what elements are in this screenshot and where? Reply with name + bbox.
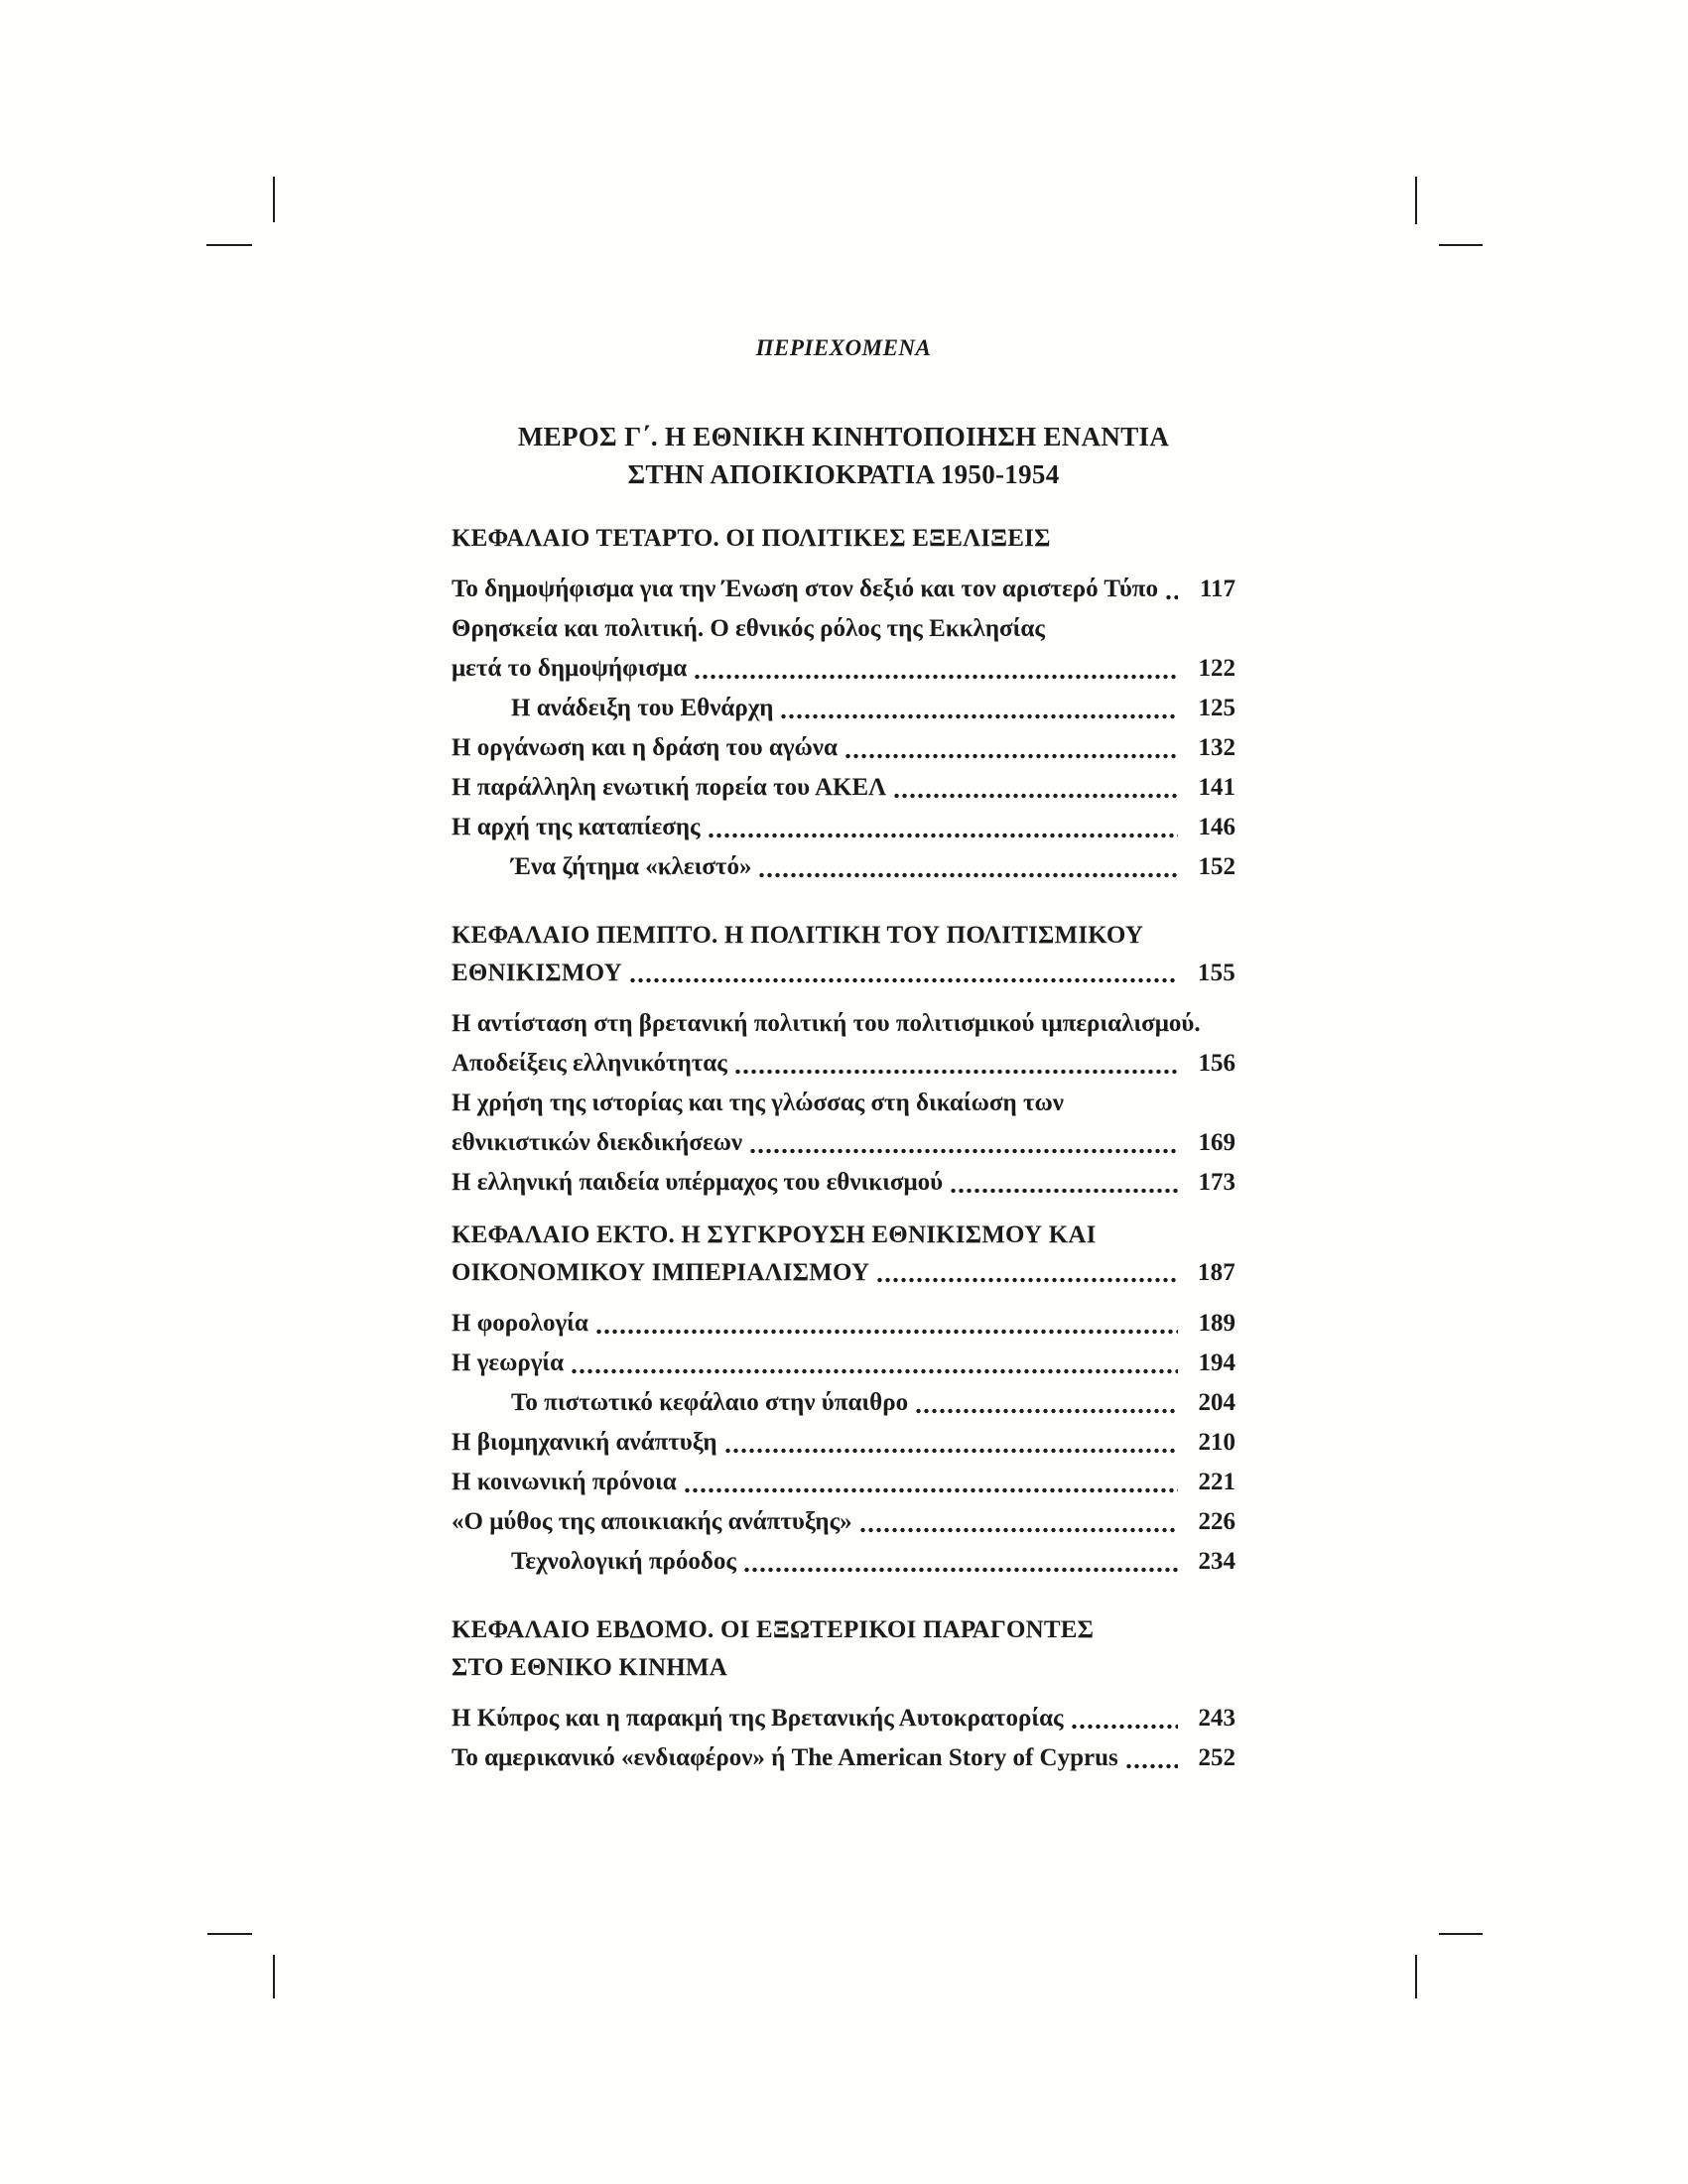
chapter-heading-page: 187: [1197, 1259, 1235, 1286]
toc-entry-page: 156: [1198, 1050, 1235, 1077]
toc-entry: [452, 570, 1235, 609]
chapter-section-five: [452, 917, 1235, 1203]
chapter-heading-line: ΚΕΦΑΛΑΙΟ ΠΕΜΠΤΟ. Η ΠΟΛΙΤΙΚΗ ΤΟΥ ΠΟΛΙΤΙΣΜΙΚΟΥ: [452, 922, 1144, 949]
part-title: [452, 418, 1235, 493]
chapter-heading: [452, 1217, 1235, 1292]
toc-entry: [452, 1463, 1235, 1502]
toc-entry-page: 243: [1198, 1705, 1235, 1732]
toc-entry-page: 204: [1198, 1389, 1235, 1416]
chapter-heading-line: ΣΤΟ ΕΘΝΙΚΟ ΚΙΝΗΜΑ: [452, 1654, 727, 1681]
entry-list: [452, 1304, 1235, 1582]
toc-subentry: [452, 1542, 1235, 1582]
chapter-heading: [452, 520, 1235, 558]
chapter-heading-entry: [452, 955, 1235, 992]
part-title-line1: ΜΕΡΟΣ Γ΄. Η ΕΘΝΙΚΗ ΚΙΝΗΤΟΠΟΙΗΣΗ ΕΝΑΝΤΙΑ: [517, 422, 1170, 451]
toc-entry-label: Η παράλληλη ενωτική πορεία του ΑΚΕΛ: [452, 774, 887, 801]
toc-entry: [452, 728, 1235, 768]
toc-entry-label: Το δημοψήφισμα για την Ένωση στον δεξιό και τον αριστερό Τύπο: [452, 576, 1158, 602]
toc-entry-label: Η οργάνωση και η δράση του αγώνα: [452, 734, 838, 761]
toc-entry: [452, 1344, 1235, 1383]
toc-entry-page: 189: [1198, 1310, 1235, 1337]
toc-entry: [452, 808, 1235, 847]
toc-entry-page: 194: [1198, 1349, 1235, 1376]
dot-leader: [735, 1044, 1180, 1084]
toc-entry: [452, 1304, 1235, 1344]
chapter-heading: [452, 1611, 1235, 1687]
toc-entry: [452, 1123, 1235, 1163]
toc-entry: [452, 1044, 1235, 1084]
toc-entry: [452, 1423, 1235, 1463]
toc-entry-label: Το αμερικανικό «ενδιαφέρον» ή The American Story of Cyprus: [452, 1744, 1118, 1771]
toc-entry-page: 146: [1198, 814, 1235, 840]
toc-entry-label: Το πιστωτικό κεφάλαιο στην ύπαιθρο: [511, 1389, 909, 1416]
toc-entry-label: Τεχνολογική πρόοδος: [511, 1548, 736, 1575]
toc-subentry: [452, 689, 1235, 728]
dot-leader: [759, 847, 1180, 887]
toc-entry-page: 173: [1198, 1169, 1235, 1196]
entry-list: [452, 570, 1235, 887]
dot-leader: [596, 1304, 1180, 1344]
dot-leader: [750, 1123, 1180, 1163]
part-title-line2: ΣΤΗΝ ΑΠΟΙΚΙΟΚΡΑΤΙΑ 1950-1954: [627, 459, 1060, 489]
toc-entry-line1: Θρησκεία και πολιτική. Ο εθνικός ρόλος της Εκκλησίας: [452, 615, 1045, 642]
dot-leader: [877, 1254, 1180, 1292]
page-title: ΠΕΡΙΕΧΟΜΕΝΑ: [755, 335, 932, 360]
chapter-heading-line: ΟΙΚΟΝΟΜΙΚΟΥ ΙΜΠΕΡΙΑΛΙΣΜΟΥ: [452, 1259, 870, 1286]
toc-entry-page: 226: [1198, 1508, 1235, 1535]
entry-list: [452, 1699, 1235, 1778]
dot-leader: [695, 649, 1180, 689]
dot-leader: [860, 1502, 1180, 1542]
toc-entry-label: Η φορολογία: [452, 1310, 588, 1337]
toc-entry: [452, 1699, 1235, 1738]
chapter-heading: [452, 917, 1235, 992]
dot-leader: [744, 1542, 1180, 1582]
toc-entry-page: 169: [1198, 1129, 1235, 1156]
toc-entry-page: 132: [1198, 734, 1235, 761]
chapter-heading-line: ΕΘΝΙΚΙΣΜΟΥ: [452, 960, 622, 986]
dot-leader: [572, 1344, 1180, 1383]
toc-entry-label: εθνικιστικών διεκδικήσεων: [452, 1129, 743, 1156]
crop-mark-bottom-right-vertical: [1415, 1955, 1417, 1998]
toc-entry-label: Η αρχή της καταπίεσης: [452, 814, 701, 840]
toc-entry-label: Αποδείξεις ελληνικότητας: [452, 1050, 727, 1077]
toc-entry-label: μετά το δημοψήφισμα: [452, 655, 688, 682]
dot-leader: [1126, 1738, 1180, 1778]
dot-leader: [781, 689, 1180, 728]
crop-mark-top-left-vertical: [273, 177, 275, 222]
toc-entry-page: 117: [1199, 576, 1235, 602]
crop-mark-top-left-horizontal: [206, 244, 252, 246]
toc-entry-page: 210: [1198, 1429, 1235, 1456]
toc-subentry: [452, 1383, 1235, 1423]
toc-entry-label: Ένα ζήτημα «κλειστό»: [511, 853, 752, 880]
chapter-heading-line: ΚΕΦΑΛΑΙΟ ΕΒΔΟΜΟ. ΟΙ ΕΞΩΤΕΡΙΚΟΙ ΠΑΡΑΓΟΝΤΕΣ: [452, 1616, 1095, 1643]
chapter-heading-page: 155: [1197, 960, 1235, 986]
toc-entry-line1: Η χρήση της ιστορίας και της γλώσσας στη δικαίωση των: [452, 1090, 1064, 1116]
crop-mark-top-right-horizontal: [1439, 244, 1483, 246]
chapter-heading-entry: [452, 1254, 1235, 1292]
dot-leader: [685, 1463, 1180, 1502]
chapter-section-six: [452, 1217, 1235, 1582]
toc-entry: [452, 1738, 1235, 1778]
dot-leader: [894, 768, 1180, 808]
dot-leader: [725, 1423, 1180, 1463]
toc-entry-page: 234: [1198, 1548, 1235, 1575]
dot-leader: [1166, 570, 1180, 609]
dot-leader: [709, 808, 1180, 847]
toc-entry-label: Η ελληνική παιδεία υπέρμαχος του εθνικισμού: [452, 1169, 944, 1196]
toc-entry: [452, 768, 1235, 808]
dot-leader: [630, 955, 1180, 992]
chapter-heading-line: ΚΕΦΑΛΑΙΟ ΕΚΤΟ. Η ΣΥΓΚΡΟΥΣΗ ΕΘΝΙΚΙΣΜΟΥ ΚΑΙ: [452, 1221, 1097, 1248]
dot-leader: [951, 1163, 1180, 1203]
toc-entry-label: «Ο μύθος της αποικιακής ανάπτυξης»: [452, 1508, 852, 1535]
toc-entry-page: 221: [1198, 1469, 1235, 1495]
toc-entry-page: 252: [1198, 1744, 1235, 1771]
entry-list: [452, 1004, 1235, 1203]
toc-entry-page: 152: [1198, 853, 1235, 880]
toc-entry: [452, 649, 1235, 689]
chapter-heading-line: ΚΕΦΑΛΑΙΟ ΤΕΤΑΡΤΟ. ΟΙ ΠΟΛΙΤΙΚΕΣ ΕΞΕΛΙΞΕΙΣ: [452, 525, 1051, 552]
toc-entry-line1: Η αντίσταση στη βρετανική πολιτική του πολιτισμικού ιμπεριαλισμού.: [452, 1010, 1201, 1037]
toc-entry-label: Η γεωργία: [452, 1349, 565, 1376]
toc-entry-page: 125: [1198, 695, 1235, 721]
dot-leader: [916, 1383, 1180, 1423]
toc-entry-label: Η κοινωνική πρόνοια: [452, 1469, 677, 1495]
crop-mark-bottom-left-horizontal: [207, 1933, 252, 1935]
chapter-section-four: [452, 520, 1235, 887]
toc-entry-label: Η Κύπρος και η παρακμή της Βρετανικής Αυτοκρατορίας: [452, 1705, 1064, 1732]
toc-entry-page: 122: [1198, 655, 1235, 682]
crop-mark-bottom-left-vertical: [273, 1955, 275, 1998]
toc-subentry: [452, 847, 1235, 887]
crop-mark-bottom-right-horizontal: [1439, 1933, 1483, 1935]
chapter-section-seven: [452, 1611, 1235, 1778]
toc-entry-label: Η ανάδειξη του Εθνάρχη: [511, 695, 774, 721]
toc-entry-label: Η βιομηχανική ανάπτυξη: [452, 1429, 717, 1456]
dot-leader: [1072, 1699, 1180, 1738]
toc-entry-page: 141: [1198, 774, 1235, 801]
dot-leader: [845, 728, 1180, 768]
crop-mark-top-right-vertical: [1415, 177, 1417, 224]
toc-entry: [452, 1502, 1235, 1542]
toc-entry: [452, 1163, 1235, 1203]
